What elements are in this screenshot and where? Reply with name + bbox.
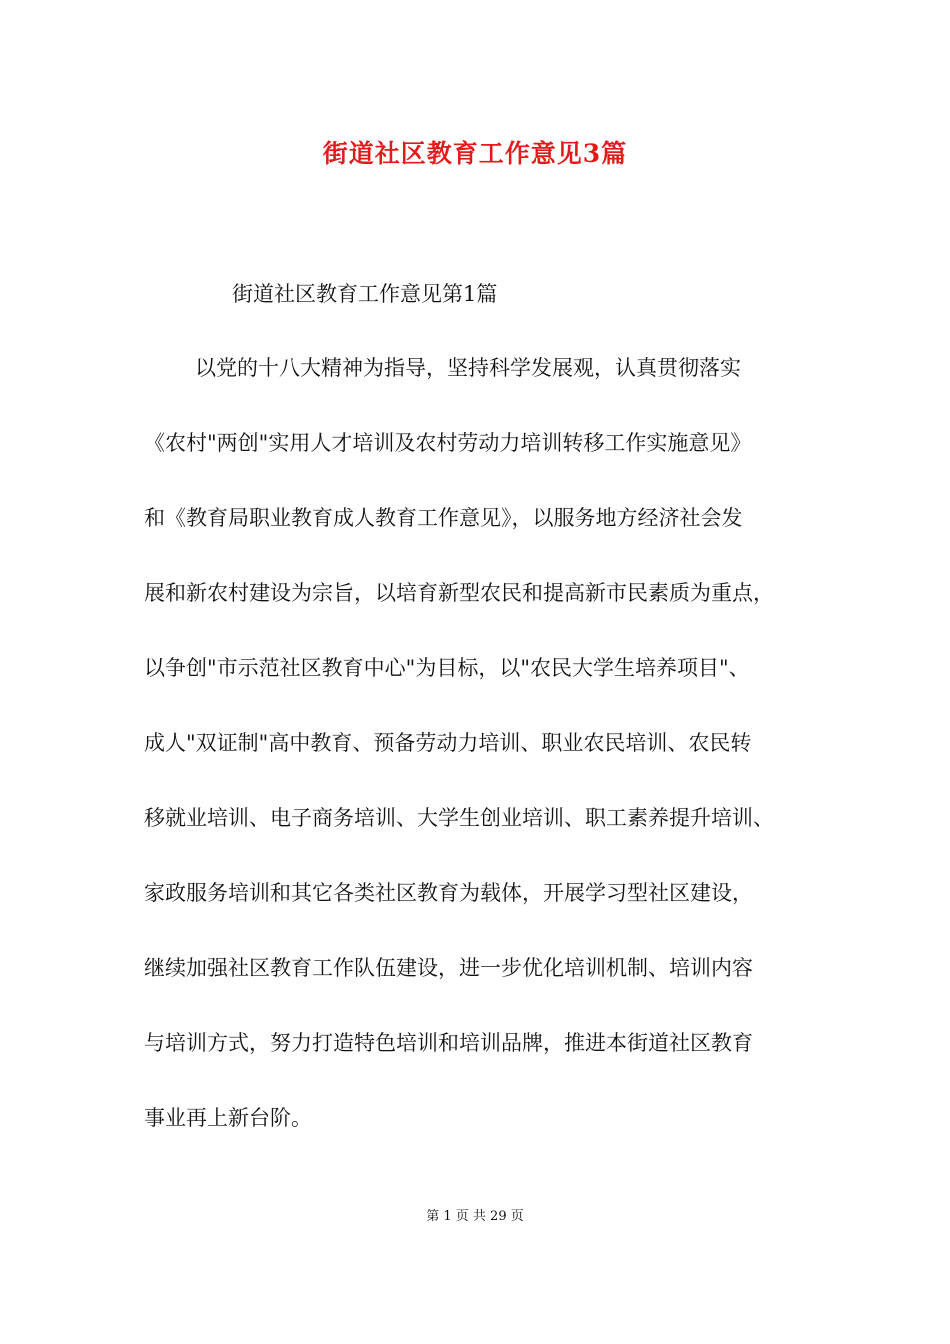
page-footer: 第 1 页 共 29 页 [426, 1209, 524, 1224]
body-line-2: 《农村"两创"实用人才培训及农村劳动力培训转移工作实施意见》 [144, 431, 752, 455]
body-line-10: 与培训方式，努力打造特色培训和培训品牌，推进本街道社区教育 [144, 1031, 753, 1055]
body-line-9: 继续加强社区教育工作队伍建设，进一步优化培训机制、培训内容 [144, 956, 753, 980]
body-line-4: 展和新农村建设为宗旨，以培育新型农民和提高新市民素质为重点， [144, 581, 774, 605]
section-heading: 街道社区教育工作意见第1篇 [232, 282, 498, 306]
body-line-6: 成人"双证制"高中教育、预备劳动力培训、职业农民培训、农民转 [144, 731, 752, 755]
body-line-7: 移就业培训、电子商务培训、大学生创业培训、职工素养提升培训、 [144, 806, 774, 830]
body-line-3: 和《教育局职业教育成人教育工作意见》，以服务地方经济社会发 [144, 506, 743, 530]
body-line-8: 家政服务培训和其它各类社区教育为载体，开展学习型社区建设， [144, 881, 753, 905]
body-line-11: 事业再上新台阶。 [144, 1106, 312, 1130]
body-line-5: 以争创"市示范社区教育中心"为目标，以"农民大学生培养项目"、 [144, 656, 750, 680]
document-title: 街道社区教育工作意见3篇 [322, 139, 628, 168]
body-line-1: 以党的十八大精神为指导，坚持科学发展观，认真贯彻落实 [195, 356, 741, 380]
